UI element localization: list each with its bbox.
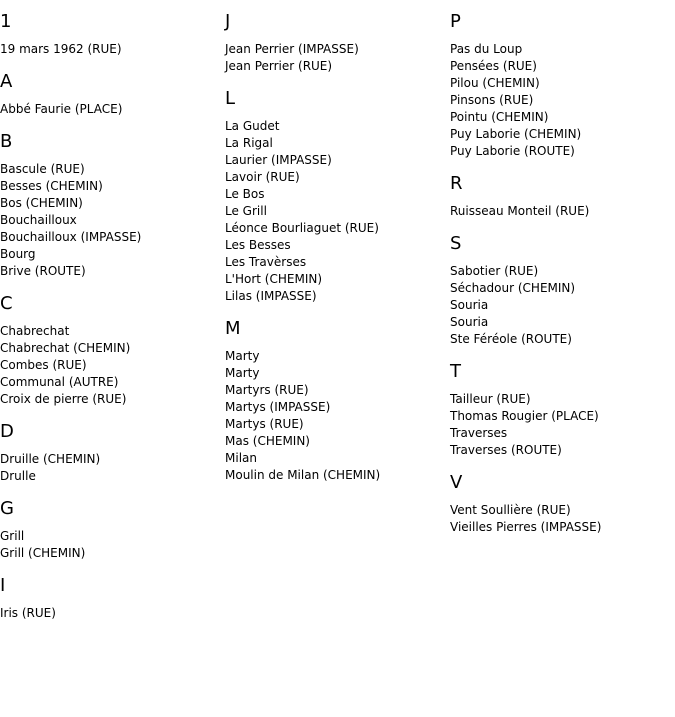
letter-section [0,71,225,118]
street-name: Lavoir (RUE) [225,170,300,184]
street-name: Vent Soullière (RUE) [450,503,571,517]
street-name: Souria [450,315,489,329]
letter-heading: V [450,472,463,493]
street-list [450,502,675,536]
letter-heading: D [0,421,14,442]
street-name: Iris (RUE) [0,606,56,620]
street-name: Laurier (IMPASSE) [225,153,332,167]
street-list [0,323,225,408]
letter-heading: P [450,11,461,32]
letter-heading: J [225,11,231,32]
street-name: Jean Perrier (RUE) [225,59,333,73]
street-name: Bascule (RUE) [0,162,85,176]
letter-section [450,173,675,220]
letter-heading: B [0,131,13,152]
street-name: Marty [225,366,260,380]
street-index-column-2 [225,0,450,497]
street-list [450,391,675,459]
street-name: Chabrechat [0,324,70,338]
street-name: Puy Laborie (ROUTE) [450,144,575,158]
street-name: Thomas Rougier (PLACE) [450,409,599,423]
street-list [225,118,450,305]
street-name: Martyrs (RUE) [225,383,309,397]
street-name: Le Bos [225,187,265,201]
street-name: Léonce Bourliaguet (RUE) [225,221,379,235]
street-name: Séchadour (CHEMIN) [450,281,576,295]
street-name: Traverses (ROUTE) [450,443,562,457]
street-name: Drulle [0,469,36,483]
letter-section [450,361,675,459]
street-name: Martys (IMPASSE) [225,400,331,414]
letter-section [0,11,225,58]
street-name: Les Besses [225,238,291,252]
street-name: Tailleur (RUE) [450,392,531,406]
letter-section [0,293,225,408]
street-name: Communal (AUTRE) [0,375,119,389]
street-name: Sabotier (RUE) [450,264,539,278]
street-name: Ruisseau Monteil (RUE) [450,204,590,218]
street-name: Puy Laborie (CHEMIN) [450,127,582,141]
street-name: Lilas (IMPASSE) [225,289,317,303]
street-name: Grill [0,529,25,543]
street-name: Abbé Faurie (PLACE) [0,102,123,116]
letter-heading: S [450,233,462,254]
street-list [225,348,450,484]
letter-heading: G [0,498,14,519]
street-name: Croix de pierre (RUE) [0,392,127,406]
street-name: Bourg [0,247,36,261]
letter-section [450,472,675,536]
street-name: Traverses [450,426,508,440]
street-name: Vieilles Pierres (IMPASSE) [450,520,602,534]
street-name: Ste Féréole (ROUTE) [450,332,572,346]
street-name: Marty [225,349,260,363]
street-name: Brive (ROUTE) [0,264,86,278]
street-name: Pinsons (RUE) [450,93,534,107]
letter-heading: A [0,71,13,92]
letter-section [225,11,450,75]
street-name: L'Hort (CHEMIN) [225,272,323,286]
street-list [0,101,225,118]
street-name: Bouchailloux (IMPASSE) [0,230,142,244]
letter-heading: C [0,293,13,314]
letter-section [0,131,225,280]
street-list [0,605,225,622]
letter-section [225,88,450,305]
street-name: La Rigal [225,136,273,150]
letter-section [450,233,675,348]
street-name: Les Travèrses [225,255,307,269]
street-list [0,161,225,280]
letter-section [0,421,225,485]
street-index-column-1 [0,0,225,635]
letter-section [225,318,450,484]
letter-heading: L [225,88,236,109]
letter-heading: 1 [0,11,12,32]
street-name: Bos (CHEMIN) [0,196,83,210]
letter-heading: T [450,361,461,382]
street-name: Milan [225,451,257,465]
street-list [225,41,450,75]
street-name: 19 mars 1962 (RUE) [0,42,122,56]
street-list [450,203,675,220]
street-name: Combes (RUE) [0,358,87,372]
street-name: Druille (CHEMIN) [0,452,101,466]
street-list [450,263,675,348]
street-name: Pilou (CHEMIN) [450,76,540,90]
street-name: Moulin de Milan (CHEMIN) [225,468,381,482]
street-name: Mas (CHEMIN) [225,434,310,448]
street-list [0,451,225,485]
street-name: Martys (RUE) [225,417,304,431]
street-name: Le Grill [225,204,267,218]
letter-heading: I [0,575,6,596]
street-name: Grill (CHEMIN) [0,546,86,560]
street-list [0,528,225,562]
letter-section [450,11,675,160]
street-list [0,41,225,58]
letter-heading: M [225,318,241,339]
street-name: Pointu (CHEMIN) [450,110,549,124]
street-name: Chabrechat (CHEMIN) [0,341,131,355]
street-index-column-3 [450,0,675,549]
street-name: Pas du Loup [450,42,523,56]
street-name: Besses (CHEMIN) [0,179,103,193]
street-name: Souria [450,298,489,312]
street-name: Jean Perrier (IMPASSE) [225,42,359,56]
street-list [450,41,675,160]
street-name: Bouchailloux [0,213,77,227]
letter-section [0,498,225,562]
street-name: Pensées (RUE) [450,59,537,73]
letter-heading: R [450,173,463,194]
letter-section [0,575,225,622]
street-name: La Gudet [225,119,280,133]
